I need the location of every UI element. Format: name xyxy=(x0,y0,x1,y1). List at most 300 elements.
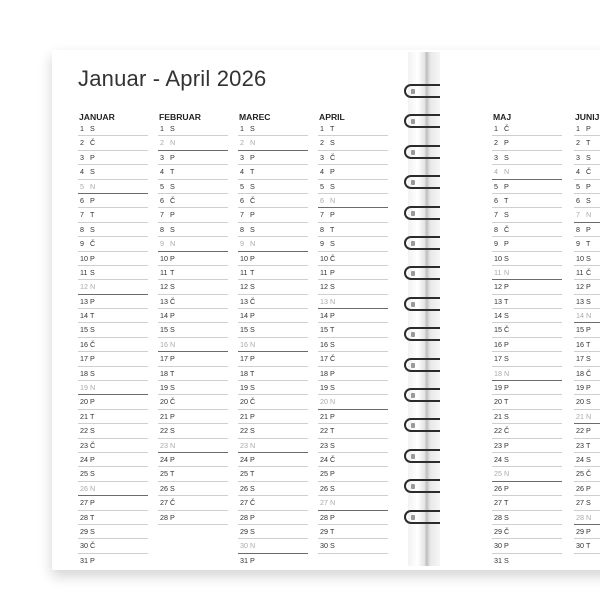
day-row[interactable] xyxy=(238,223,308,237)
day-number: 15 xyxy=(80,325,88,335)
day-row[interactable] xyxy=(574,467,600,481)
day-row[interactable] xyxy=(78,295,148,309)
day-number: 24 xyxy=(240,454,248,464)
day-row[interactable] xyxy=(78,323,148,337)
weekday-letter: T xyxy=(250,368,255,378)
day-number: 18 xyxy=(576,368,584,378)
day-row[interactable] xyxy=(238,180,308,194)
day-row[interactable] xyxy=(78,338,148,352)
weekday-letter: S xyxy=(90,267,95,277)
day-row[interactable] xyxy=(238,467,308,481)
day-row[interactable] xyxy=(158,338,228,352)
day-number: 25 xyxy=(320,469,328,479)
day-number: 24 xyxy=(494,454,502,464)
day-row[interactable] xyxy=(238,122,308,136)
weekday-letter: N xyxy=(250,440,256,450)
day-row[interactable] xyxy=(318,496,388,510)
day-row[interactable] xyxy=(492,367,562,381)
day-row[interactable] xyxy=(158,295,228,309)
weekday-letter: S xyxy=(330,239,335,249)
day-row[interactable] xyxy=(238,338,308,352)
weekday-letter: P xyxy=(90,555,95,565)
day-number: 1 xyxy=(80,124,84,133)
day-row[interactable] xyxy=(574,338,600,352)
day-row[interactable] xyxy=(78,467,148,481)
day-row[interactable] xyxy=(574,482,600,496)
weekday-letter: P xyxy=(586,124,591,133)
day-row[interactable] xyxy=(574,252,600,266)
day-row[interactable] xyxy=(158,194,228,208)
day-number: 22 xyxy=(240,426,248,436)
day-row[interactable] xyxy=(158,223,228,237)
weekday-letter: P xyxy=(250,454,255,464)
weekday-letter: S xyxy=(170,483,175,493)
weekday-letter: S xyxy=(330,282,335,292)
day-row[interactable] xyxy=(492,151,562,165)
day-row[interactable] xyxy=(492,309,562,323)
day-row[interactable] xyxy=(318,165,388,179)
punch-hole xyxy=(411,119,415,124)
weekday-letter: S xyxy=(250,325,255,335)
day-row[interactable] xyxy=(238,395,308,409)
weekday-letter: N xyxy=(330,498,336,508)
day-number: 6 xyxy=(160,195,164,205)
weekday-letter: Č xyxy=(170,397,176,407)
day-row[interactable] xyxy=(492,208,562,222)
day-row[interactable] xyxy=(158,180,228,194)
day-number: 4 xyxy=(320,167,324,177)
day-row[interactable] xyxy=(318,424,388,438)
day-number: 16 xyxy=(240,339,248,349)
day-row[interactable] xyxy=(78,511,148,525)
day-number: 10 xyxy=(240,253,248,263)
day-row[interactable] xyxy=(574,381,600,395)
day-row[interactable] xyxy=(158,136,228,150)
day-row[interactable] xyxy=(158,122,228,136)
day-row[interactable] xyxy=(238,439,308,453)
weekday-letter: P xyxy=(504,541,509,551)
day-row[interactable] xyxy=(78,208,148,222)
day-row[interactable] xyxy=(492,424,562,438)
day-row[interactable] xyxy=(492,453,562,467)
weekday-letter: N xyxy=(250,138,256,148)
day-row[interactable] xyxy=(238,151,308,165)
day-number: 6 xyxy=(576,195,580,205)
day-row[interactable] xyxy=(318,208,388,222)
weekday-letter: S xyxy=(170,282,175,292)
day-row[interactable] xyxy=(238,367,308,381)
day-row[interactable] xyxy=(78,496,148,510)
weekday-letter: S xyxy=(504,311,509,321)
day-row[interactable] xyxy=(318,237,388,251)
day-row[interactable] xyxy=(238,208,308,222)
day-row[interactable] xyxy=(78,266,148,280)
weekday-letter: S xyxy=(330,383,335,393)
day-number: 14 xyxy=(80,311,88,321)
day-row[interactable] xyxy=(492,381,562,395)
weekday-letter: Č xyxy=(504,124,510,133)
day-row[interactable] xyxy=(574,295,600,309)
day-row[interactable] xyxy=(78,180,148,194)
day-number: 21 xyxy=(576,411,584,421)
day-row[interactable] xyxy=(318,395,388,409)
day-number: 13 xyxy=(494,296,502,306)
day-row[interactable] xyxy=(318,453,388,467)
weekday-letter: P xyxy=(504,440,509,450)
day-row[interactable] xyxy=(78,122,148,136)
day-number: 7 xyxy=(240,210,244,220)
day-row[interactable] xyxy=(238,554,308,566)
day-row[interactable] xyxy=(238,136,308,150)
day-number: 17 xyxy=(494,354,502,364)
day-number: 14 xyxy=(576,311,584,321)
day-row[interactable] xyxy=(492,511,562,525)
weekday-letter: S xyxy=(330,181,335,191)
day-row[interactable] xyxy=(574,410,600,424)
day-row[interactable] xyxy=(492,180,562,194)
weekday-letter: T xyxy=(586,339,591,349)
weekday-letter: S xyxy=(90,167,95,177)
day-row[interactable] xyxy=(158,208,228,222)
day-number: 20 xyxy=(80,397,88,407)
day-row[interactable] xyxy=(78,453,148,467)
punch-hole xyxy=(411,515,415,520)
day-row[interactable] xyxy=(158,424,228,438)
weekday-letter: N xyxy=(90,483,96,493)
day-number: 23 xyxy=(80,440,88,450)
day-row[interactable] xyxy=(238,453,308,467)
day-row[interactable] xyxy=(238,539,308,553)
weekday-letter: T xyxy=(250,167,255,177)
day-number: 15 xyxy=(160,325,168,335)
day-row[interactable] xyxy=(238,482,308,496)
day-row[interactable] xyxy=(238,381,308,395)
day-row[interactable] xyxy=(78,482,148,496)
day-row[interactable] xyxy=(574,136,600,150)
day-number: 4 xyxy=(240,167,244,177)
day-row[interactable] xyxy=(492,136,562,150)
day-row[interactable] xyxy=(78,223,148,237)
weekday-letter: T xyxy=(90,210,95,220)
day-row[interactable] xyxy=(158,266,228,280)
day-row[interactable] xyxy=(492,194,562,208)
day-row[interactable] xyxy=(78,367,148,381)
day-row[interactable] xyxy=(574,223,600,237)
day-row[interactable] xyxy=(574,280,600,294)
day-row[interactable] xyxy=(574,208,600,222)
day-row[interactable] xyxy=(78,252,148,266)
day-row[interactable] xyxy=(318,352,388,366)
day-row[interactable] xyxy=(318,122,388,136)
day-number: 8 xyxy=(80,224,84,234)
day-row[interactable] xyxy=(158,453,228,467)
weekday-letter: P xyxy=(250,354,255,364)
day-row[interactable] xyxy=(574,424,600,438)
day-number: 1 xyxy=(240,124,244,133)
weekday-letter: S xyxy=(504,253,509,263)
day-row[interactable] xyxy=(238,266,308,280)
day-row[interactable] xyxy=(238,194,308,208)
month-header: FEBRUAR xyxy=(159,112,202,122)
day-row[interactable] xyxy=(574,352,600,366)
day-row[interactable] xyxy=(158,151,228,165)
day-row[interactable] xyxy=(318,252,388,266)
day-row[interactable] xyxy=(158,252,228,266)
month-column xyxy=(78,112,148,566)
day-row[interactable] xyxy=(78,309,148,323)
day-row[interactable] xyxy=(318,367,388,381)
weekday-letter: P xyxy=(330,512,335,522)
weekday-letter: S xyxy=(504,411,509,421)
punch-hole xyxy=(411,332,415,337)
day-row[interactable] xyxy=(318,525,388,539)
weekday-letter: Č xyxy=(170,296,176,306)
day-row[interactable] xyxy=(574,309,600,323)
day-row[interactable] xyxy=(318,223,388,237)
day-row[interactable] xyxy=(492,237,562,251)
day-number: 13 xyxy=(320,296,328,306)
day-row[interactable] xyxy=(318,309,388,323)
weekday-letter: S xyxy=(504,555,509,565)
day-row[interactable] xyxy=(492,439,562,453)
day-row[interactable] xyxy=(78,410,148,424)
month-header: MAJ xyxy=(493,112,512,122)
weekday-letter: P xyxy=(586,483,591,493)
day-row[interactable] xyxy=(492,280,562,294)
day-row[interactable] xyxy=(78,237,148,251)
day-number: 10 xyxy=(80,253,88,263)
day-row[interactable] xyxy=(318,439,388,453)
day-number: 28 xyxy=(160,512,168,522)
day-row[interactable] xyxy=(492,539,562,553)
day-number: 7 xyxy=(80,210,84,220)
day-row[interactable] xyxy=(158,467,228,481)
punch-hole xyxy=(411,211,415,216)
weekday-letter: S xyxy=(330,138,335,148)
day-number: 28 xyxy=(494,512,502,522)
day-row[interactable] xyxy=(574,151,600,165)
day-number: 1 xyxy=(494,124,498,133)
day-row[interactable] xyxy=(158,323,228,337)
day-row[interactable] xyxy=(574,395,600,409)
weekday-letter: T xyxy=(170,469,175,479)
day-row[interactable] xyxy=(238,410,308,424)
day-number: 4 xyxy=(160,167,164,177)
month-header: JUNIJ xyxy=(575,112,600,122)
day-row[interactable] xyxy=(574,367,600,381)
day-row[interactable] xyxy=(158,165,228,179)
day-row[interactable] xyxy=(318,338,388,352)
weekday-letter: P xyxy=(170,152,175,162)
day-row[interactable] xyxy=(318,323,388,337)
day-row[interactable] xyxy=(492,467,562,481)
day-row[interactable] xyxy=(492,165,562,179)
day-row[interactable] xyxy=(574,180,600,194)
weekday-letter: S xyxy=(170,181,175,191)
weekday-letter: S xyxy=(330,339,335,349)
day-row[interactable] xyxy=(158,280,228,294)
day-number: 29 xyxy=(80,526,88,536)
day-row[interactable] xyxy=(492,395,562,409)
day-row[interactable] xyxy=(318,266,388,280)
day-row[interactable] xyxy=(78,151,148,165)
day-row[interactable] xyxy=(574,237,600,251)
day-number: 20 xyxy=(576,397,584,407)
day-row[interactable] xyxy=(318,467,388,481)
day-row[interactable] xyxy=(78,165,148,179)
day-row[interactable] xyxy=(318,511,388,525)
weekday-letter: T xyxy=(504,195,509,205)
day-row[interactable] xyxy=(78,280,148,294)
day-row[interactable] xyxy=(158,395,228,409)
day-row[interactable] xyxy=(238,352,308,366)
day-row[interactable] xyxy=(238,165,308,179)
day-row[interactable] xyxy=(574,525,600,539)
weekday-letter: S xyxy=(250,483,255,493)
day-row[interactable] xyxy=(574,122,600,136)
day-row[interactable] xyxy=(238,237,308,251)
weekday-letter: Č xyxy=(504,224,510,234)
day-row[interactable] xyxy=(492,323,562,337)
day-row[interactable] xyxy=(238,525,308,539)
weekday-letter: Č xyxy=(170,195,176,205)
day-number: 19 xyxy=(576,383,584,393)
day-row[interactable] xyxy=(158,237,228,251)
day-row[interactable] xyxy=(238,309,308,323)
weekday-letter: S xyxy=(504,512,509,522)
day-row[interactable] xyxy=(318,381,388,395)
day-row[interactable] xyxy=(574,323,600,337)
day-number: 21 xyxy=(240,411,248,421)
day-row[interactable] xyxy=(318,539,388,553)
day-row[interactable] xyxy=(78,525,148,539)
day-row[interactable] xyxy=(492,554,562,566)
day-number: 7 xyxy=(576,210,580,220)
day-number: 26 xyxy=(240,483,248,493)
weekday-letter: S xyxy=(330,483,335,493)
day-number: 20 xyxy=(160,397,168,407)
weekday-letter: P xyxy=(330,368,335,378)
weekday-letter: Č xyxy=(586,368,592,378)
day-row[interactable] xyxy=(492,223,562,237)
day-row[interactable] xyxy=(492,122,562,136)
day-row[interactable] xyxy=(78,194,148,208)
day-row[interactable] xyxy=(78,395,148,409)
day-row[interactable] xyxy=(238,511,308,525)
day-row[interactable] xyxy=(78,381,148,395)
day-number: 3 xyxy=(320,152,324,162)
day-row[interactable] xyxy=(238,424,308,438)
weekday-letter: S xyxy=(250,526,255,536)
weekday-letter: S xyxy=(90,124,95,133)
day-number: 27 xyxy=(494,498,502,508)
day-row[interactable] xyxy=(574,496,600,510)
day-row[interactable] xyxy=(318,410,388,424)
day-number: 24 xyxy=(80,454,88,464)
day-row[interactable] xyxy=(78,352,148,366)
day-row[interactable] xyxy=(158,511,228,525)
day-row[interactable] xyxy=(318,482,388,496)
day-row[interactable] xyxy=(78,136,148,150)
day-row[interactable] xyxy=(318,180,388,194)
day-row[interactable] xyxy=(574,439,600,453)
day-number: 20 xyxy=(240,397,248,407)
day-number: 19 xyxy=(160,383,168,393)
weekday-letter: P xyxy=(170,210,175,220)
weekday-letter: T xyxy=(330,224,335,234)
day-row[interactable] xyxy=(78,424,148,438)
day-number: 10 xyxy=(160,253,168,263)
day-row[interactable] xyxy=(238,496,308,510)
day-number: 1 xyxy=(320,124,324,133)
weekday-letter: P xyxy=(586,224,591,234)
day-row[interactable] xyxy=(492,496,562,510)
day-row[interactable] xyxy=(238,280,308,294)
day-row[interactable] xyxy=(574,194,600,208)
day-number: 22 xyxy=(576,426,584,436)
day-row[interactable] xyxy=(238,252,308,266)
weekday-letter: P xyxy=(504,383,509,393)
day-number: 3 xyxy=(494,152,498,162)
month-column xyxy=(238,112,308,566)
day-row[interactable] xyxy=(318,280,388,294)
day-number: 13 xyxy=(160,296,168,306)
day-row[interactable] xyxy=(158,439,228,453)
day-row[interactable] xyxy=(574,539,600,553)
weekday-letter: N xyxy=(504,267,510,277)
day-row[interactable] xyxy=(492,338,562,352)
day-row[interactable] xyxy=(492,525,562,539)
day-row[interactable] xyxy=(318,295,388,309)
day-row[interactable] xyxy=(158,367,228,381)
day-row[interactable] xyxy=(318,194,388,208)
day-row[interactable] xyxy=(78,539,148,553)
day-row[interactable] xyxy=(78,439,148,453)
day-row[interactable] xyxy=(492,410,562,424)
day-row[interactable] xyxy=(318,136,388,150)
day-row[interactable] xyxy=(158,496,228,510)
day-number: 22 xyxy=(494,426,502,436)
day-row[interactable] xyxy=(492,252,562,266)
day-row[interactable] xyxy=(78,554,148,566)
day-row[interactable] xyxy=(492,352,562,366)
day-row[interactable] xyxy=(574,266,600,280)
day-row[interactable] xyxy=(574,511,600,525)
day-row[interactable] xyxy=(574,165,600,179)
weekday-letter: S xyxy=(586,354,591,364)
day-row[interactable] xyxy=(158,482,228,496)
day-row[interactable] xyxy=(158,381,228,395)
day-row[interactable] xyxy=(492,266,562,280)
day-row[interactable] xyxy=(492,295,562,309)
day-number: 19 xyxy=(240,383,248,393)
day-row[interactable] xyxy=(492,482,562,496)
day-row[interactable] xyxy=(158,352,228,366)
day-number: 27 xyxy=(576,498,584,508)
day-number: 29 xyxy=(494,526,502,536)
day-row[interactable] xyxy=(158,309,228,323)
day-number: 7 xyxy=(160,210,164,220)
day-row[interactable] xyxy=(238,323,308,337)
day-row[interactable] xyxy=(238,295,308,309)
day-row[interactable] xyxy=(318,151,388,165)
day-row[interactable] xyxy=(158,410,228,424)
weekday-letter: S xyxy=(250,224,255,234)
weekday-letter: P xyxy=(250,253,255,263)
weekday-letter: P xyxy=(90,354,95,364)
weekday-letter: T xyxy=(504,397,509,407)
day-row[interactable] xyxy=(574,453,600,467)
